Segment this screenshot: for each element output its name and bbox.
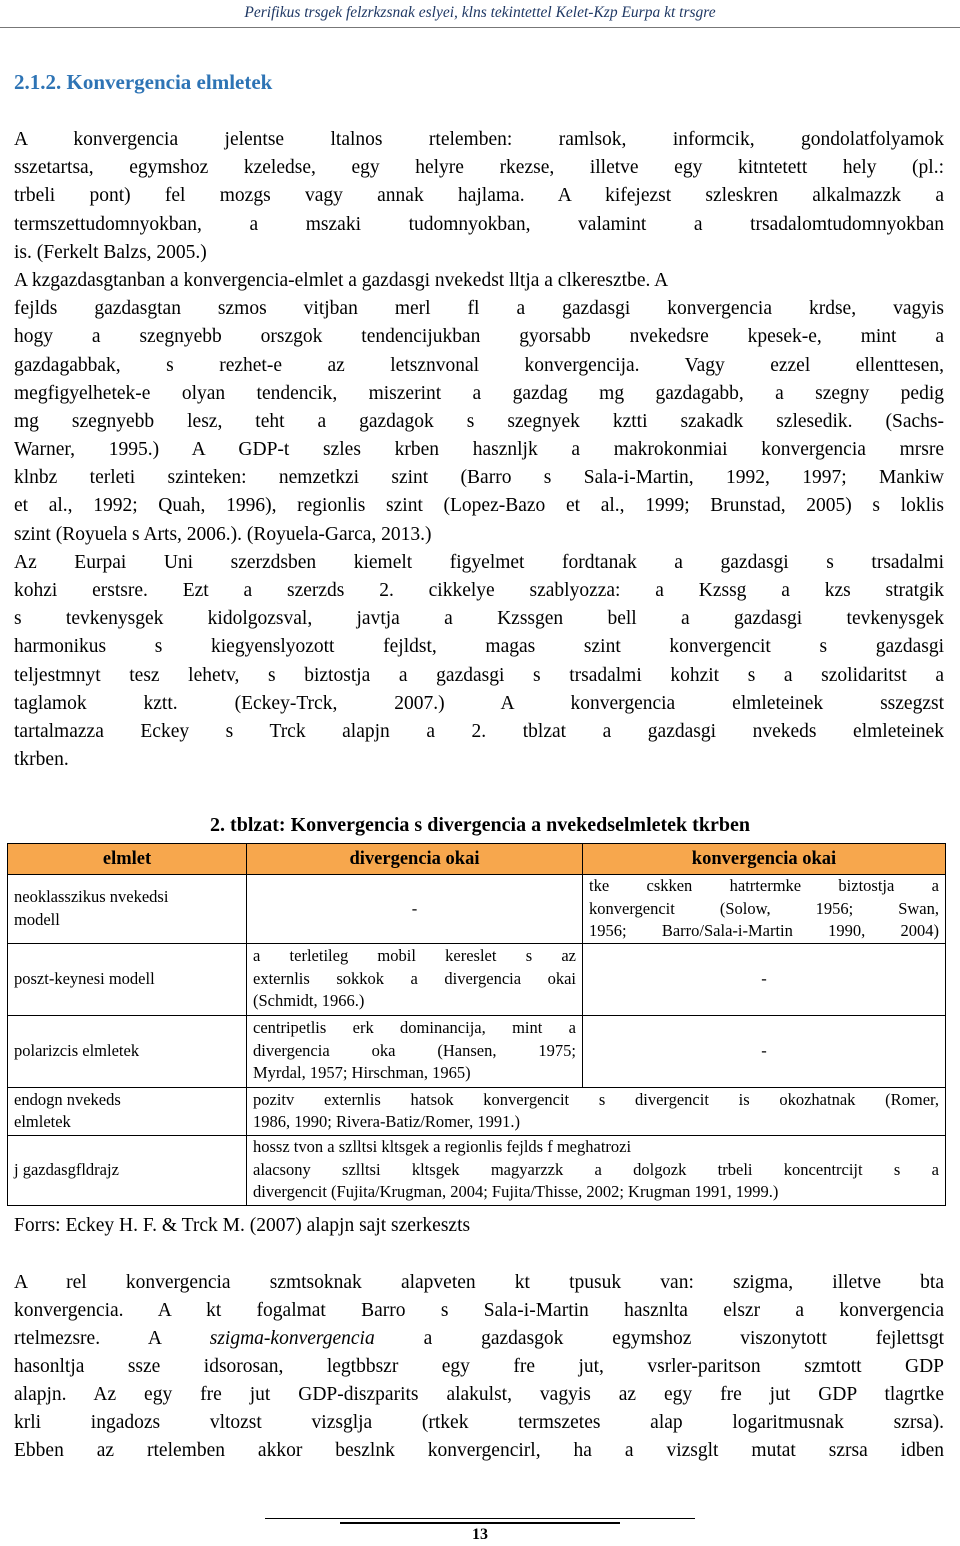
column-header: konvergencia okai — [583, 844, 946, 875]
text-line: sszetartsa, egymshoz kzeledse, egy helyre rkezse, illetve egy kitntetett hely (pl.: — [14, 157, 944, 179]
text-line: Warner, 1995.) A GDP-t szles krben hasznljk a makrokonmiai konvergencia mrsre — [14, 439, 944, 461]
text-line: hogy a szegnyebb orszgok tendencijukban gyorsabb nvekedsre kpesek-e, mint a — [14, 326, 944, 348]
cell-line: j gazdasgfldrajz — [14, 1159, 119, 1179]
text-line: kohzi erstsre. Ezt a szerzds 2. cikkelye szablyozza: a Kzssg a kzs stratgik — [14, 580, 944, 601]
text-line: krli ingadozs vltozst vizsglja (rtkek termszetes alap logaritmusnak szrsa). — [14, 1412, 944, 1433]
theory-cell — [8, 943, 247, 1015]
merged-cell — [247, 1135, 946, 1205]
text-line: hasonltja ssze idsorosan, legtbbszr egy fre jut, vsrler-paritson szmtott GDP — [14, 1356, 944, 1377]
cell-line: endogn nvekeds — [14, 1089, 121, 1109]
cell-line: divergencia oka (Hansen, 1975; — [253, 1040, 576, 1060]
text-line: trbeli pont) fel mozgs vagy annak hajlama. A kifejezst szleskren alkalmazzk a — [14, 185, 944, 207]
cell-line: modell — [14, 909, 60, 929]
text-line: harmonikus s kiegyenslyozott fejldst, magas szint konvergencit s gazdasgi — [14, 636, 944, 658]
convergence-cell — [583, 943, 946, 1015]
convergence-cell — [583, 1015, 946, 1087]
text-run: rtelmezsre. A — [14, 1328, 210, 1349]
table-row — [8, 943, 946, 1015]
cell-line: alacsony szlltsi kltsgek magyarzzk a dolgozk trbeli koncentrcijt s a — [253, 1159, 939, 1179]
text-line: megfigyelhetek-e olyan tendencik, miszerint a gazdag mg gazdagabb, a szegny pedig — [14, 382, 944, 404]
text-line: taglamok kztt. (Eckey-Trck, 2007.) A konvergencia elmleteinek sszegzst — [14, 692, 944, 714]
theory-cell — [8, 1087, 247, 1135]
divergence-cell — [247, 943, 583, 1015]
text-line: Ebben az rtelemben akkor beszlnk konvergencirl, ha a vizsglt mutat szrsa idben — [14, 1440, 944, 1461]
merged-cell — [247, 1087, 946, 1135]
text-line: tkrben. — [14, 749, 69, 771]
table-source: Forrs: Eckey H. F. & Trck M. (2007) alapjn sajt szerkeszts — [14, 1215, 471, 1236]
text-line: szint (Royuela s Arts, 2006.). (Royuela-Garca, 2013.) — [14, 523, 432, 545]
cell-line: divergencit (Fujita/Krugman, 2004; Fujita/Thisse, 2002; Krugman 1991, 1999.) — [253, 1182, 779, 1202]
paragraph-2 — [14, 1269, 944, 1465]
text-line: Az Eurpai Uni szerzdsben kiemelt figyelmet fordtanak a gazdasgi s trsadalmi — [14, 551, 944, 573]
table-row — [8, 1015, 946, 1087]
text-line: mg szegnyebb lesz, teht a gazdagok s szegnyek kztti szakadk szlesedik. (Sachs- — [14, 410, 944, 432]
table-row — [8, 1087, 946, 1135]
table-row — [8, 875, 946, 944]
cell-line: - — [411, 898, 418, 918]
section-title: 2.1.2. Konvergencia elmletek — [14, 70, 273, 94]
text-line: fejlds gazdasgtan szmos vitjban merl fl a gazdasgi konvergencia krdse, vagyis — [14, 298, 944, 320]
running-header: Perifikus trsgek felzrkzsnak eslyei, klns tekintettel Kelet-Kzp Eurpa kt trsgre — [0, 0, 960, 28]
text-line: tartalmazza Eckey s Trck alapjn a 2. tblzat a gazdasgi nvekeds elmleteinek — [14, 720, 944, 742]
text-run: a gazdasgok egymshoz viszonytott fejlettsgt — [374, 1328, 944, 1349]
text-line: konvergencia. A kt fogalmat Barro s Sala-i-Martin hasznlta elszr a konvergencia — [14, 1300, 944, 1321]
cell-line: tke cskken hatrtermke biztostja a — [589, 876, 939, 895]
text-line: A konvergencia jelentse ltalnos rtelemben: ramlsok, informcik, gondolatfolyamok — [14, 129, 944, 150]
cell-line: centripetlis erk dominancija, mint a — [253, 1018, 576, 1038]
text-line: gazdagabbak, s rezhet-e az letsznvonal konvergencija. Vagy ezzel ellenttesen, — [14, 354, 944, 376]
table-row — [8, 1135, 946, 1205]
cell-line: Myrdal, 1957; Hirschman, 1965) — [253, 1063, 471, 1083]
cell-line: neoklasszikus nvekedsi — [14, 887, 169, 907]
page-number: 13 — [472, 1526, 488, 1543]
theory-cell — [8, 1015, 247, 1087]
cell-line: hossz tvon a szlltsi kltsgek a regionlis fejlds f meghatrozi — [253, 1137, 632, 1157]
divergence-cell — [247, 875, 583, 944]
convergence-table — [7, 843, 946, 1206]
text-line: alapjn. Az egy fre jut GDP-diszparits alakulst, vagyis az egy fre jut GDP tlagrtke — [14, 1384, 944, 1405]
paragraph-1 — [14, 126, 944, 774]
text-line: klnbz terleti szinteken: nemzetkzi szint (Barro s Sala-i-Martin, 1992, 1997; Mankiw — [14, 467, 944, 489]
text-line: is. (Ferkelt Balzs, 2005.) — [14, 241, 207, 263]
cell-line: elmletek — [14, 1112, 71, 1131]
cell-line: pozitv externlis hatsok konvergencit s divergencit is okozhatnak (Romer, — [253, 1089, 939, 1109]
text-line: termszettudomnyokban, a mszaki tudomnyokban, valamint a trsadalomtudomnyokban — [14, 213, 944, 235]
footer-rule — [265, 1518, 695, 1519]
cell-line: polarizcis elmletek — [14, 1040, 140, 1060]
text-line: s tevkenysgek kidolgozsval, javtja a Kzssgen bell a gazdasgi tevkenysgek — [14, 608, 944, 630]
column-header: elmlet — [8, 844, 247, 875]
cell-line: (Schmidt, 1966.) — [253, 991, 365, 1011]
theory-cell — [8, 875, 247, 944]
text-line-mixed — [14, 1325, 944, 1353]
table-header-row — [8, 844, 946, 875]
cell-line: poszt-keynesi modell — [14, 968, 155, 988]
divergence-cell — [247, 1015, 583, 1087]
text-line: A kzgazdasgtanban a konvergencia-elmlet a gazdasgi nvekedst lltja a clkeresztbe. A — [14, 269, 669, 291]
text-line: teljestmnyt tesz lehetv, s biztostja a gazdasgi s trsadalmi kohzit s a szolidaritst a — [14, 664, 944, 686]
text-line: et al., 1992; Quah, 1996), regionlis szint (Lopez-Bazo et al., 1999; Brunstad, 2005) s loklis — [14, 495, 944, 517]
cell-line: konvergencit (Solow, 1956; Swan, — [589, 898, 939, 918]
cell-line: externlis sokkok a divergencia okai — [253, 968, 576, 988]
cell-line: 1956; Barro/Sala-i-Martin 1990, 2004) — [589, 921, 939, 940]
cell-line: - — [761, 1040, 767, 1060]
theory-cell — [8, 1135, 247, 1205]
cell-line: 1986, 1990; Rivera-Batiz/Romer, 1991.) — [253, 1112, 520, 1131]
cell-line: - — [761, 968, 767, 988]
column-header: divergencia okai — [247, 844, 583, 875]
cell-line: a terletileg mobil kereslet s az — [253, 946, 576, 966]
table-caption: 2. tblzat: Konvergencia s divergencia a nvekedselmletek tkrben — [210, 814, 750, 836]
convergence-cell — [583, 875, 946, 944]
emphasis-term: szigma-konvergencia — [209, 1328, 375, 1349]
text-line: A rel konvergencia szmtsoknak alapveten kt tpusuk van: szigma, illetve bta — [14, 1272, 944, 1293]
footer-rule — [340, 1522, 620, 1524]
